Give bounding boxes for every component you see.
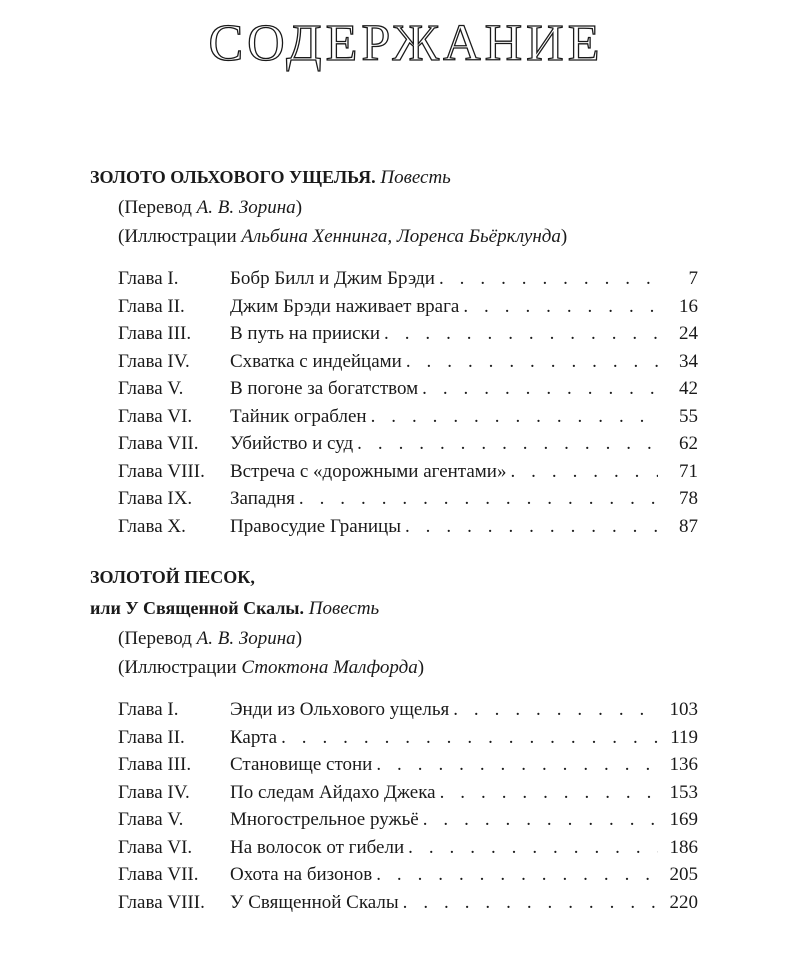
toc-row[interactable] [118,696,698,724]
toc-row[interactable] [118,861,698,889]
dot-leader [376,751,658,779]
page-number: 7 [688,268,698,289]
chapter-label: Глава VI. [118,836,193,858]
illustrations-note [118,222,812,251]
chapter-label: Глава IV. [118,350,190,372]
chapter-title: В погоне за богатством [230,378,419,399]
dot-leader [440,779,658,807]
dot-leader [463,293,658,321]
section-genre: Повесть [380,167,451,188]
chapter-label: Глава III. [118,323,192,344]
chapter-label: Глава V. [118,378,184,399]
translation-prefix: (Перевод [118,197,197,218]
chapter-title: В путь на прииски [230,323,380,344]
dot-leader [453,696,658,724]
toc-row[interactable] [118,320,698,348]
toc-row[interactable] [118,724,698,752]
section-heading [90,162,812,193]
page-number: 62 [679,433,698,454]
page-number: 205 [669,864,698,885]
translation-note [118,193,812,222]
section-genre: Повесть [308,598,380,619]
page-number: 16 [679,295,698,317]
chapter-label: Глава I. [118,268,179,289]
section-title: ЗОЛОТОЙ ПЕСОК, [90,567,255,587]
section-heading [90,562,812,593]
section-title-line2: или У Священной Скалы. [90,598,304,618]
dot-leader [510,458,658,486]
illustrator-names: Альбина Хеннинга, Лоренса Бьёрклунда [241,226,561,247]
illustrator-names: Стоктона Малфорда [241,657,418,678]
illustrations-note [118,653,812,682]
page-title: СОДЕРЖАНИЕ [208,15,604,72]
chapter-title: Становище стони [230,754,373,775]
toc-row[interactable] [118,458,698,486]
chapter-title: Энди из Ольхового ущелья [230,699,450,720]
dot-leader [299,485,658,513]
dot-leader [423,806,658,834]
page-number: 119 [670,726,698,748]
chapter-list [0,696,812,916]
section-title: ЗОЛОТО ОЛЬХОВОГО УЩЕЛЬЯ. [90,167,376,187]
toc-row[interactable] [118,834,698,862]
translation-suffix: ) [295,197,303,218]
dot-leader [403,889,658,917]
illustrations-suffix: ) [417,657,425,678]
toc-section-2 [0,562,812,916]
dot-leader [439,265,658,293]
illustrations-prefix: (Иллюстрации [118,226,242,247]
dot-leader [376,861,658,889]
page-number: 78 [679,488,698,509]
chapter-title: Западня [230,488,295,509]
chapter-title: Бобр Билл и Джим Брэди [230,268,435,289]
toc-row[interactable] [118,265,698,293]
chapter-title: По следам Айдахо Джека [230,781,436,803]
translation-note [118,624,812,653]
translator-name: А. В. Зорина [196,197,296,218]
dot-leader [384,320,658,348]
toc-row[interactable] [118,293,698,321]
section-subheading [90,593,812,624]
chapter-label: Глава VI. [118,405,193,427]
illustrations-suffix: ) [560,226,568,247]
toc-row[interactable] [118,779,698,807]
toc-row[interactable] [118,375,698,403]
chapter-label: Глава II. [118,726,185,748]
chapter-title: На волосок от гибели [230,836,405,858]
chapter-title: Тайник ограблен [230,405,367,427]
chapter-label: Глава X. [118,515,186,537]
chapter-title: Многострельное ружьё [230,809,419,830]
chapter-label: Глава III. [118,754,192,775]
page-number: 136 [669,754,698,775]
chapter-title: Схватка с индейцами [230,350,402,372]
dot-leader [281,724,658,752]
toc-row[interactable] [118,513,698,541]
page-number: 153 [669,781,698,803]
page-number: 220 [669,891,698,913]
chapter-title: Джим Брэди наживает врага [230,295,460,317]
page-number: 186 [669,836,698,858]
chapter-label: Глава IX. [118,488,193,509]
translator-name: А. В. Зорина [196,628,296,649]
chapter-label: Глава VIII. [118,460,205,482]
chapter-title: Правосудие Границы [230,515,401,537]
toc-section-1 [0,162,812,540]
chapter-title: Убийство и суд [230,433,354,454]
toc-row[interactable] [118,430,698,458]
translation-suffix: ) [295,628,303,649]
chapter-label: Глава II. [118,295,185,317]
page-number: 71 [679,460,698,482]
page-number: 87 [679,515,698,537]
chapter-title: Охота на бизонов [230,864,373,885]
translation-prefix: (Перевод [118,628,197,649]
chapter-title: У Священной Скалы [230,891,399,913]
chapter-label: Глава VIII. [118,891,205,913]
dot-leader [405,513,658,541]
chapter-label: Глава VII. [118,864,199,885]
chapter-label: Глава VII. [118,433,199,454]
chapter-label: Глава V. [118,809,184,830]
chapter-title: Карта [230,726,278,748]
page-number: 55 [679,405,698,427]
toc-row[interactable] [118,348,698,376]
chapter-label: Глава IV. [118,781,190,803]
toc-row[interactable] [118,806,698,834]
toc-row[interactable] [118,751,698,779]
toc-row[interactable] [118,485,698,513]
page-number: 34 [679,350,698,372]
toc-row[interactable] [118,889,698,917]
dot-leader [357,430,658,458]
toc-row[interactable] [118,403,698,431]
page-number: 42 [679,378,698,399]
dot-leader [371,403,658,431]
page-number: 103 [669,699,698,720]
dot-leader [406,348,658,376]
chapter-label: Глава I. [118,699,179,720]
dot-leader [422,375,658,403]
chapter-list [0,265,812,540]
chapter-title: Встреча с «дорожными агентами» [230,460,507,482]
illustrations-prefix: (Иллюстрации [118,657,242,678]
page-number: 24 [679,323,698,344]
page-number: 169 [669,809,698,830]
dot-leader [408,834,658,862]
